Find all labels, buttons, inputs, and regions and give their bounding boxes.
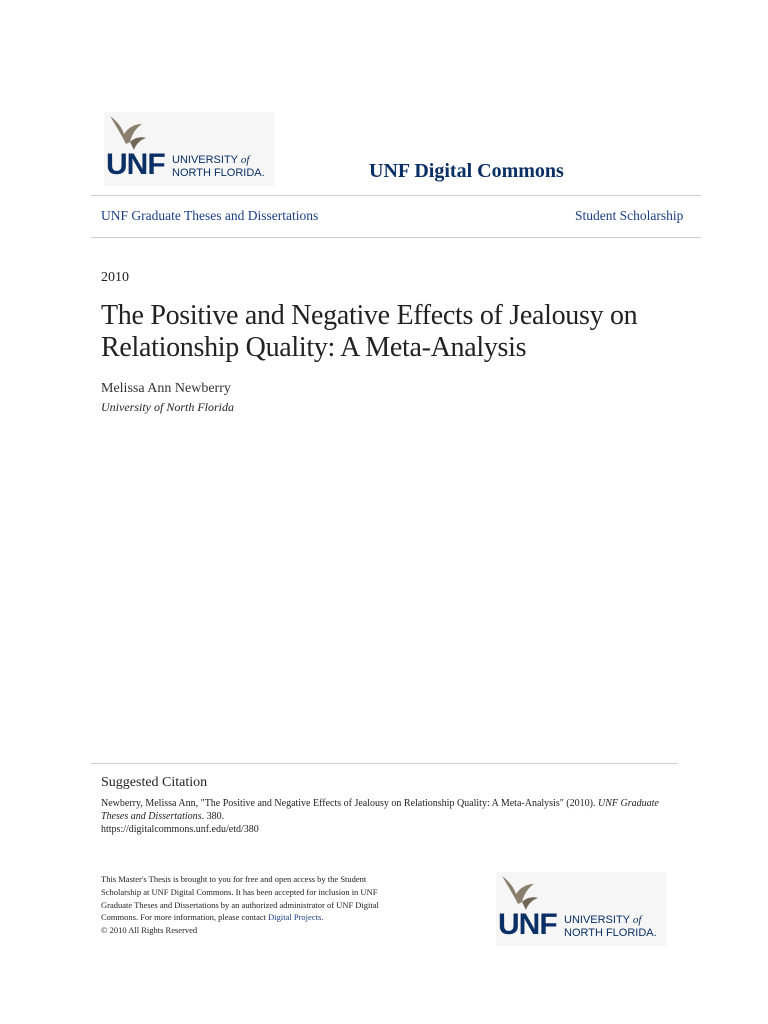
university-of-line: UNIVERSITY of xyxy=(564,914,642,926)
paper-title: The Positive and Negative Effects of Jealousy on Relationship Quality: A Meta-Analysis xyxy=(101,300,638,363)
site-title[interactable]: UNF Digital Commons xyxy=(369,160,564,182)
divider-nav xyxy=(91,237,701,238)
north-florida-line: NORTH FLORIDA. xyxy=(172,167,265,179)
unf-wordmark: UNF xyxy=(106,148,165,181)
author-name: Melissa Ann Newberry xyxy=(101,381,231,396)
divider-top xyxy=(91,195,701,196)
unf-logo-top xyxy=(104,112,274,186)
unf-wordmark: UNF xyxy=(498,908,557,941)
citation-text: Newberry, Melissa Ann, "The Positive and Negative Effects of Jealousy on Relationship Quality: A Meta-Analysis" (2010). UNF Graduate Theses and Dissertations. 380. https://digitalcommons.unf.edu/etd/380 xyxy=(101,798,659,835)
access-notice: This Master's Thesis is brought to you for free and open access by the Student Scholarship at UNF Digital Commons. It has been accepted for inclusion in UNF Graduate Theses and Dissertations by an authorized administrator of UNF Digital Commons. For more information, please contact Digital Projects. © 2010 All Rights Reserved xyxy=(101,874,379,936)
publication-year: 2010 xyxy=(101,270,129,285)
student-scholarship-link[interactable]: Student Scholarship xyxy=(575,208,684,223)
digital-projects-link[interactable]: Digital Projects xyxy=(268,912,322,923)
north-florida-line: NORTH FLORIDA. xyxy=(564,927,657,939)
unf-logo-bottom xyxy=(496,872,666,946)
graduate-theses-link[interactable]: UNF Graduate Theses and Dissertations xyxy=(101,208,319,223)
author-affiliation: University of North Florida xyxy=(101,400,234,414)
citation-url[interactable]: https://digitalcommons.unf.edu/etd/380 xyxy=(101,824,259,835)
university-of-line: UNIVERSITY of xyxy=(172,154,250,166)
rights-statement: © 2010 All Rights Reserved xyxy=(101,925,198,936)
citation-heading: Suggested Citation xyxy=(101,775,208,790)
divider-citation xyxy=(91,763,678,764)
